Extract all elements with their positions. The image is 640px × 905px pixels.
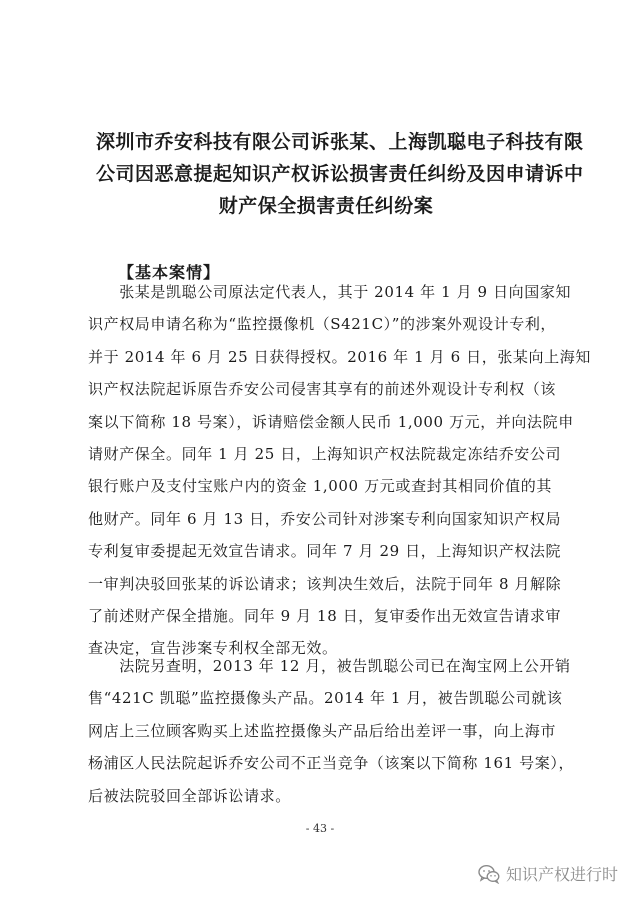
court-findings-paragraph xyxy=(88,650,575,812)
case-title xyxy=(96,126,584,222)
text-line: 一审判决驳回张某的诉讼请求；该判决生效后，法院于同年 8 月解除 xyxy=(88,574,562,593)
text-line: 了前述财产保全措施。同年 9 月 18 日，复审委作出无效宣告请求审 xyxy=(88,607,562,626)
text-line: 识产权局申请名称为“监控摄像机（S421C）”的涉案外观设计专利， xyxy=(88,315,557,334)
watermark xyxy=(478,862,618,885)
case-facts-paragraph xyxy=(88,276,591,665)
wechat-icon xyxy=(478,864,500,884)
text-line: 杨浦区人民法院起诉乔安公司不正当竞争（该案以下简称 161 号案）， xyxy=(88,754,575,773)
text-line: 银行账户及支付宝账户内的资金 1,000 万元或查封其相同价值的其 xyxy=(88,477,552,496)
title-line: 深圳市乔安科技有限公司诉张某、上海凯聪电子科技有限 xyxy=(96,131,584,153)
text-line: 请财产保全。同年 1 月 25 日，上海知识产权法院裁定冻结乔安公司 xyxy=(88,445,562,464)
text-line: 他财产。同年 6 月 13 日，乔安公司针对涉案专利向国家知识产权局 xyxy=(88,509,562,528)
text-line: 法院另查明，2013 年 12 月，被告凯聪公司已在淘宝网上公开销 xyxy=(88,657,571,675)
page-number: - 43 - xyxy=(305,822,335,835)
text-line: 网店上三位顾客购买上述监控摄像头产品后给出差评一事，向上海市 xyxy=(88,721,557,740)
text-line: 并于 2014 年 6 月 25 日获得授权。2016 年 1 月 6 日，张某向上海知 xyxy=(88,347,591,366)
text-line: 识产权法院起诉原告乔安公司侵害其享有的前述外观设计专利权（该 xyxy=(88,380,557,399)
watermark-text: 知识产权进行时 xyxy=(505,865,618,884)
text-line: 专利复审委提起无效宣告请求。同年 7 月 29 日，上海知识产权法院 xyxy=(88,542,562,561)
text-line: 张某是凯聪公司原法定代表人，其于 2014 年 1 月 9 日向国家知 xyxy=(88,283,572,301)
text-line: 售“421C 凯聪”监控摄像头产品。2014 年 1 月，被告凯聪公司就该 xyxy=(88,689,563,708)
section-heading: 【基本案情】 xyxy=(118,263,221,282)
text-line: 查决定，宣告涉案专利权全部无效。 xyxy=(88,639,338,658)
title-line: 公司因恶意提起知识产权诉讼损害责任纠纷及因申请诉中 xyxy=(96,163,584,185)
text-line: 后被法院驳回全部诉讼请求。 xyxy=(88,786,291,805)
text-line: 案以下简称 18 号案），诉请赔偿金额人民币 1,000 万元，并向法院申 xyxy=(88,412,574,431)
title-line: 财产保全损害责任纠纷案 xyxy=(218,195,434,217)
